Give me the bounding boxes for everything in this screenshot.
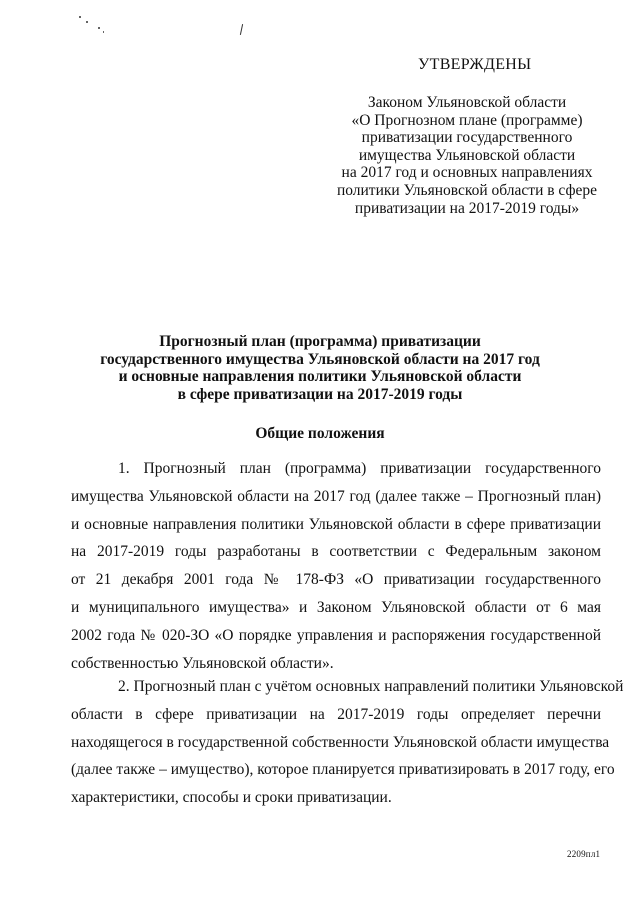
paragraph-line: имущества Ульяновской области на 2017 год (далее также – Прогнозный план) bbox=[71, 487, 601, 505]
approval-line: приватизации на 2017-2019 годы» bbox=[354, 199, 580, 217]
paragraph-line: от 21 декабря 2001 года № 178-ФЗ «О приватизации государственного bbox=[71, 571, 601, 589]
paragraph-line: 2. Прогнозный план с учётом основных направлений политики Ульяновской bbox=[118, 678, 624, 695]
title-line: государственного имущества Ульяновской области на 2017 год bbox=[100, 350, 540, 368]
title-line: и основные направления политики Ульяновской области bbox=[118, 368, 522, 386]
section-heading: Общие положения bbox=[255, 425, 385, 442]
page-code: 2209пл1 bbox=[567, 849, 601, 859]
scan-mark bbox=[79, 16, 81, 18]
approval-line: приватизации государственного bbox=[361, 129, 573, 147]
paragraph-line: и муниципального имущества» и Законом Ульяновской области от 6 мая bbox=[71, 598, 601, 616]
approval-line: политики Ульяновской области в сфере bbox=[336, 181, 598, 199]
paragraph-line: на 2017-2019 годы разработаны в соответствии с Федеральным законом bbox=[71, 543, 601, 561]
document-title bbox=[100, 333, 540, 403]
paragraph-line: характеристики, способы и сроки приватизации. bbox=[71, 789, 392, 807]
paragraph-line: и основные направления политики Ульяновской области в сфере приватизации bbox=[71, 515, 601, 533]
approval-reference bbox=[322, 94, 612, 217]
paragraph-line: 2002 года № 020-ЗО «О порядке управления и распоряжения государственной bbox=[71, 626, 601, 644]
scan-mark bbox=[86, 21, 88, 23]
approval-line: Законом Ульяновской области bbox=[367, 94, 567, 111]
title-line: Прогнозный план (программа) приватизации bbox=[159, 333, 481, 350]
approval-line: «О Прогнозном плане (программе) bbox=[351, 111, 583, 129]
scan-mark bbox=[98, 27, 100, 29]
paragraph-line: собственностью Ульяновской области». bbox=[71, 654, 334, 672]
paragraph-line: области в сфере приватизации на 2017-2019 годы определяет перечни bbox=[71, 705, 601, 723]
paragraph-2 bbox=[71, 673, 624, 812]
scan-mark bbox=[103, 31, 104, 33]
approval-line: имущества Ульяновской области bbox=[358, 146, 576, 164]
scan-mark bbox=[240, 24, 243, 35]
title-line: в сфере приватизации на 2017-2019 годы bbox=[177, 385, 463, 403]
paragraph-line: находящегося в государственной собственности Ульяновской области имущества bbox=[71, 733, 610, 751]
approval-stamp: УТВЕРЖДЕНЫ bbox=[418, 56, 532, 73]
paragraph-line: 1. Прогнозный план (программа) приватизации государственного bbox=[118, 460, 601, 477]
paragraph-1 bbox=[71, 455, 601, 677]
paragraph-line: (далее также – имущество), которое планируется приватизировать в 2017 году, его bbox=[71, 761, 615, 779]
approval-line: на 2017 год и основных направлениях bbox=[341, 164, 593, 182]
